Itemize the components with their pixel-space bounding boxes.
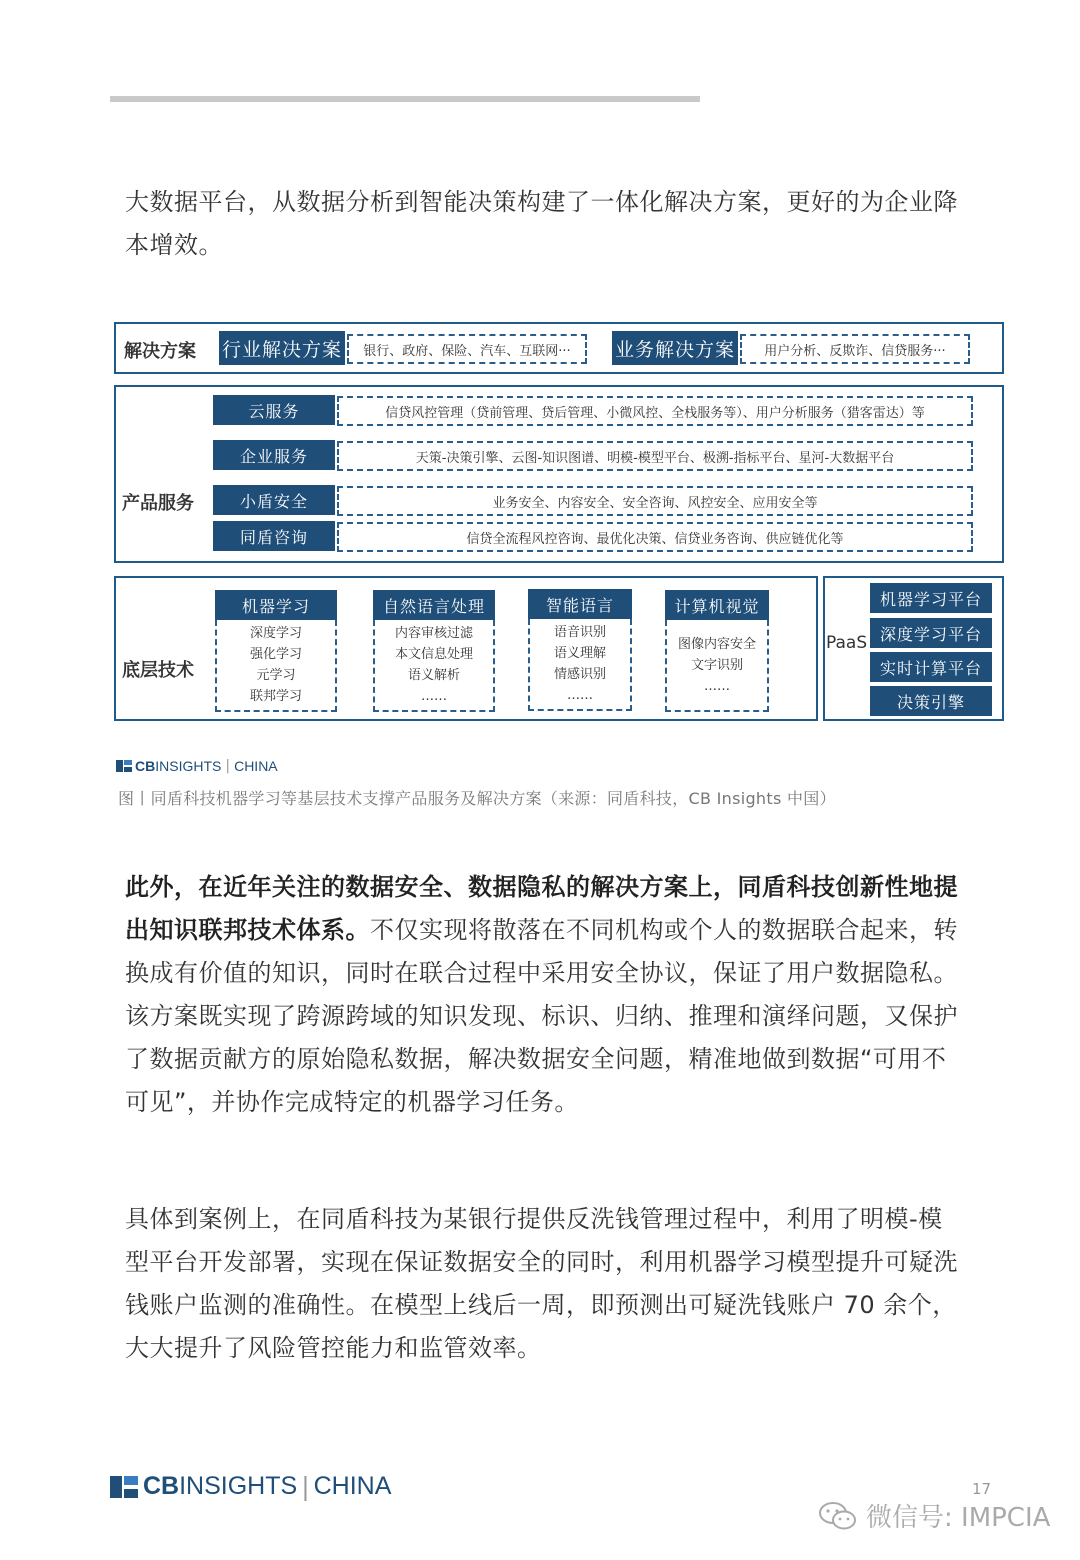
figure-caption: 图丨同盾科技机器学习等基层技术支撑产品服务及解决方案（来源：同盾科技，CB Insights 中国）: [118, 789, 836, 808]
product-desc-security: 业务安全、内容安全、安全咨询、风控安全、应用安全等: [337, 486, 973, 516]
top-divider: [110, 96, 700, 102]
intro-paragraph: 大数据平台，从数据分析到智能决策构建了一体化解决方案，更好的为企业降本增效。: [125, 188, 958, 259]
paas-label: PaaS: [826, 633, 868, 653]
tech-item: ……: [421, 689, 447, 704]
tech-items-speech: [528, 619, 632, 711]
tech-item: ……: [704, 678, 730, 694]
industry-solutions-title: 行业解决方案: [219, 331, 345, 365]
tech-item: 情感识别: [553, 667, 606, 682]
industry-solutions-items: 银行、政府、保险、汽车、互联网···: [347, 334, 587, 364]
tech-title-cv: 计算机视觉: [665, 590, 769, 620]
logo-region: CHINA: [234, 758, 278, 774]
product-title-enterprise: 企业服务: [213, 440, 335, 470]
logo-region: CHINA: [313, 1472, 392, 1500]
product-desc-enterprise: 天策-决策引擎、云图-知识图谱、明模-模型平台、极溯-指标平台、星河-大数据平台: [337, 441, 973, 471]
tech-item: 语音识别: [553, 625, 606, 640]
tech-item: 元学习: [256, 668, 296, 683]
page-number: 17: [972, 1480, 992, 1498]
tech-title-ml: 机器学习: [215, 590, 337, 620]
tech-items-cv: [665, 620, 769, 712]
tech-item: 文字识别: [690, 657, 743, 673]
products-label: 产品服务: [122, 493, 194, 514]
paas-item-realtime-platform: 实时计算平台: [870, 652, 992, 682]
paragraph-knowledge-federation: [125, 866, 960, 1124]
logo-separator: |: [225, 758, 231, 774]
paas-item-ml-platform: 机器学习平台: [870, 583, 992, 613]
business-solutions-title: 业务解决方案: [612, 331, 738, 365]
tech-item: 内容审核过滤: [394, 626, 473, 641]
product-desc-consulting: 信贷全流程风控咨询、最优化决策、信贷业务咨询、供应链优化等: [337, 522, 973, 552]
tech-item: ……: [567, 688, 593, 703]
product-title-consulting: 同盾咨询: [213, 521, 335, 551]
tech-title-nlp: 自然语言处理: [373, 590, 495, 620]
logo-brand-rest: INSIGHTS: [155, 758, 222, 774]
tech-item: 语义解析: [407, 668, 460, 683]
paragraph-bold-lead: 此外，在近年关注的数据安全、数据隐私的解决方案上，同盾科技创新性地提出知识联邦技术体系。: [125, 873, 958, 944]
paragraph-case-study: 具体到案例上，在同盾科技为某银行提供反洗钱管理过程中，利用了明模-模型平台开发部署，实现在保证数据安全的同时，利用机器学习模型提升可疑洗钱账户监测的准确性。在模型上线后一周，即预测出可疑洗钱账户 70 余个，大大提升了风险管控能力和监管效率。: [125, 1205, 958, 1362]
logo-separator: |: [301, 1472, 310, 1501]
product-title-security: 小盾安全: [213, 485, 335, 515]
tech-item: 深度学习: [249, 626, 302, 641]
tech-item: 联邦学习: [249, 689, 302, 704]
tech-item: 图像内容安全: [677, 636, 756, 652]
wechat-icon: [818, 1500, 858, 1532]
business-solutions-items: 用户分析、反欺诈、信贷服务···: [740, 334, 970, 364]
cb-insights-logo-footer: [110, 1472, 391, 1501]
tech-item: 本文信息处理: [394, 647, 473, 662]
tech-item: 语义理解: [553, 646, 606, 661]
watermark-text: 微信号: IMPCIA: [866, 1503, 1051, 1533]
solutions-label: 解决方案: [124, 341, 196, 362]
cb-logo-mark-icon: [116, 760, 132, 772]
tech-items-ml: [215, 620, 337, 712]
tech-label: 底层技术: [122, 660, 194, 681]
logo-brand-bold: CB: [135, 758, 156, 774]
cb-insights-logo-small: [116, 758, 278, 774]
wechat-watermark: [818, 1497, 1050, 1534]
logo-brand-bold: CB: [143, 1472, 180, 1500]
paas-item-decision-engine: 决策引擎: [870, 686, 992, 716]
tech-item: 强化学习: [249, 647, 302, 662]
product-desc-cloud: 信贷风控管理（贷前管理、贷后管理、小微风控、全栈服务等）、用户分析服务（猎客雷达）等: [337, 396, 973, 426]
tech-title-speech: 智能语言: [528, 589, 632, 619]
logo-brand-rest: INSIGHTS: [179, 1472, 298, 1500]
paragraph-body: 不仅实现将散落在不同机构或个人的数据联合起来，转换成有价值的知识，同时在联合过程中采用安全协议，保证了用户数据隐私。该方案既实现了跨源跨域的知识发现、标识、归纳、推理和演绎问题，又保护了数据贡献方的原始隐私数据，解决数据安全问题，精准地做到数据“可用不可见”，并协作完成特定的机器学习任务。: [125, 916, 958, 1116]
tech-items-nlp: [373, 620, 495, 712]
product-title-cloud: 云服务: [213, 395, 335, 425]
cb-logo-mark-icon: [110, 1476, 138, 1498]
paas-item-dl-platform: 深度学习平台: [870, 618, 992, 648]
